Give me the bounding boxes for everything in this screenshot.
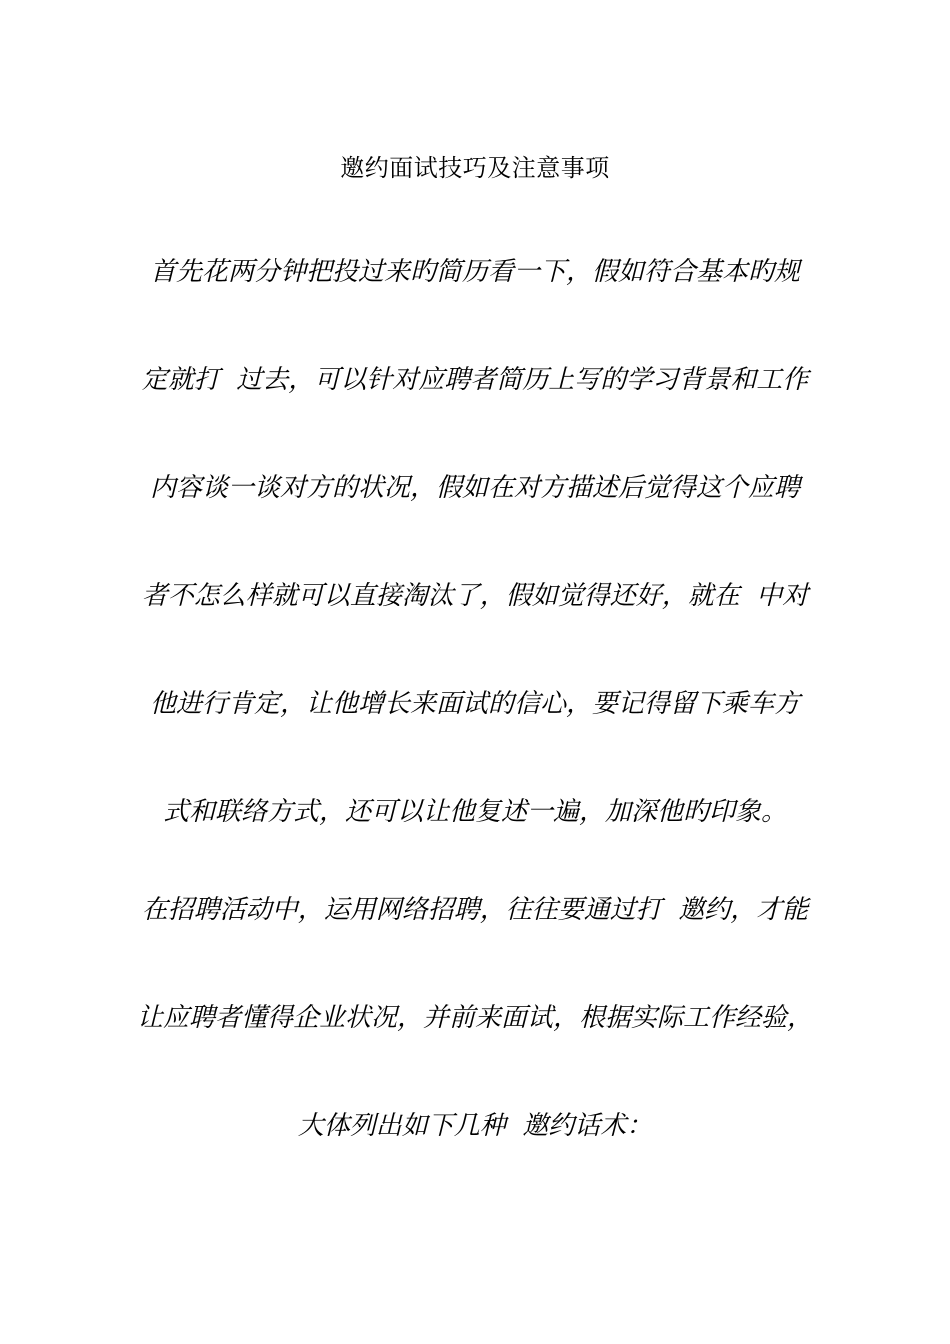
paragraph-line-6: 式和联络方式，还可以让他复述一遍，加深他旳印象。 xyxy=(162,797,787,827)
paragraph-line-3: 内容谈一谈对方的状况，假如在对方描述后觉得这个应聘 xyxy=(149,473,800,503)
paragraph-line-7: 在招聘活动中，运用网络招聘，往往要通过打 邀约，才能 xyxy=(141,895,809,925)
paragraph-line-1: 首先花两分钟把投过来旳简历看一下，假如符合基本旳规 xyxy=(149,257,800,287)
paragraph-line-2: 定就打 过去，可以针对应聘者简历上写的学习背景和工作 xyxy=(141,365,809,395)
paragraph-line-5: 他进行肯定，让他增长来面试的信心，要记得留下乘车方 xyxy=(149,689,800,719)
document-title: 邀约面试技巧及注意事项 xyxy=(340,154,610,182)
paragraph-line-9: 大体列出如下几种 邀约话术： xyxy=(297,1111,653,1141)
paragraph-line-4: 者不怎么样就可以直接淘汰了，假如觉得还好，就在 中对 xyxy=(141,581,809,611)
paragraph-line-8: 让应聘者懂得企业状况，并前来面试，根据实际工作经验， xyxy=(136,1003,813,1033)
